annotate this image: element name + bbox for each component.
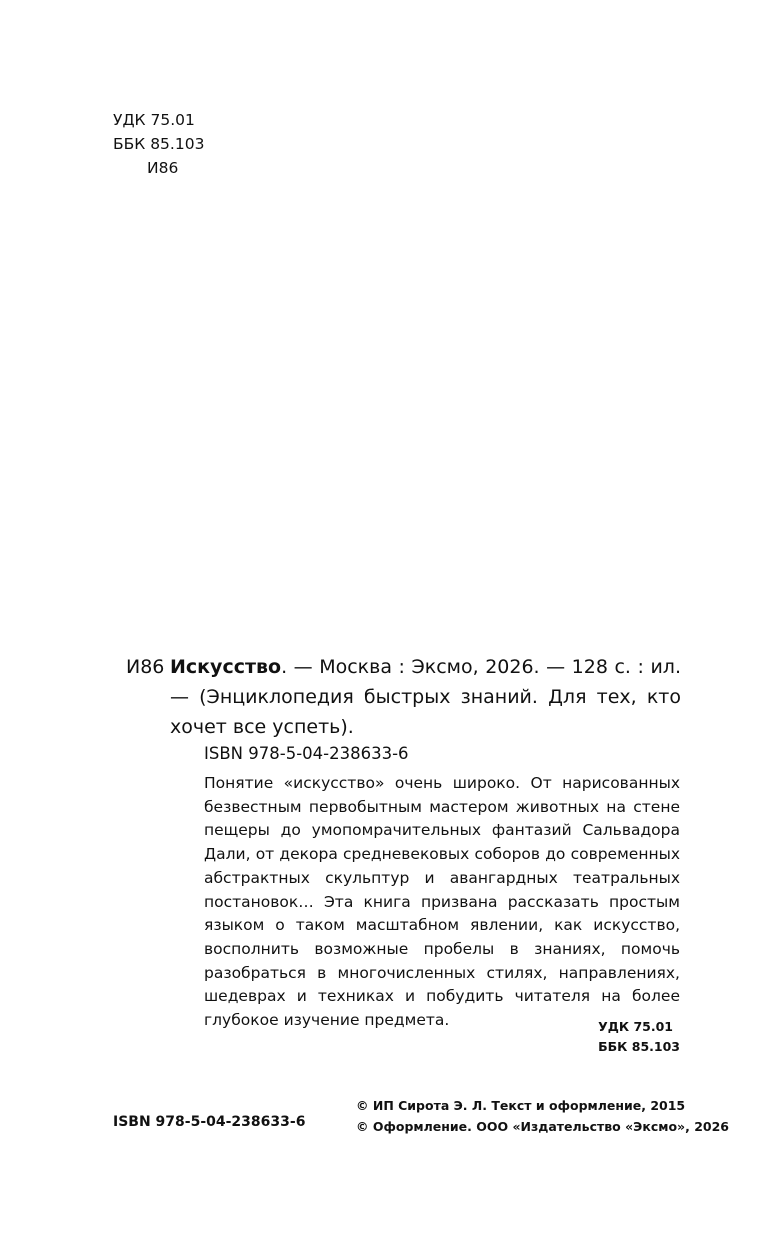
- abstract-paragraph: Понятие «искусство» очень широко. От нарисованных безвестным первобытным мастером животных на стене пещеры до умопомрачительных фантазий Сальвадора Дали, от декора средневековых соборов до современных абстрактных скульптур и авангардных театральных постановок… Эта книга призвана рассказать простым языком о таком масштабном явлении, как искусство, восполнить возможные пробелы в знаниях, помочь разобраться в многочисленных стилях, направлениях, шедеврах и техниках и побудить читателя на более глубокое изучение предмета.: [204, 774, 680, 1030]
- top-classification-codes: [113, 108, 204, 180]
- copyright-block: [356, 1095, 729, 1137]
- bottom-bbk-code: ББК 85.103: [598, 1039, 680, 1054]
- book-title: Искусство: [170, 656, 282, 678]
- isbn-line: ISBN 978-5-04-238633-6: [204, 744, 409, 763]
- author-mark: И86: [147, 159, 179, 177]
- entry-author-mark: И86: [126, 656, 165, 678]
- bottom-udk-code: УДК 75.01: [598, 1019, 674, 1034]
- isbn-bottom: ISBN 978-5-04-238633-6: [113, 1114, 306, 1130]
- entry-text: [170, 652, 681, 742]
- udk-code: УДК 75.01: [113, 111, 195, 129]
- bbk-code: ББК 85.103: [113, 135, 205, 153]
- imprint-text: . — Москва : Эксмо, 2026. — 128 с. : ил. — (Энциклопедия быстрых знаний. Для тех, кто хочет все успеть).: [170, 656, 681, 738]
- copyright-line-1: © ИП Сирота Э. Л. Текст и оформление, 2015: [356, 1098, 686, 1113]
- bottom-classification-codes: [598, 1017, 680, 1057]
- copyright-line-2: © Оформление. ООО «Издательство «Эксмо», 2026: [356, 1119, 729, 1134]
- bibliographic-entry: [126, 652, 681, 742]
